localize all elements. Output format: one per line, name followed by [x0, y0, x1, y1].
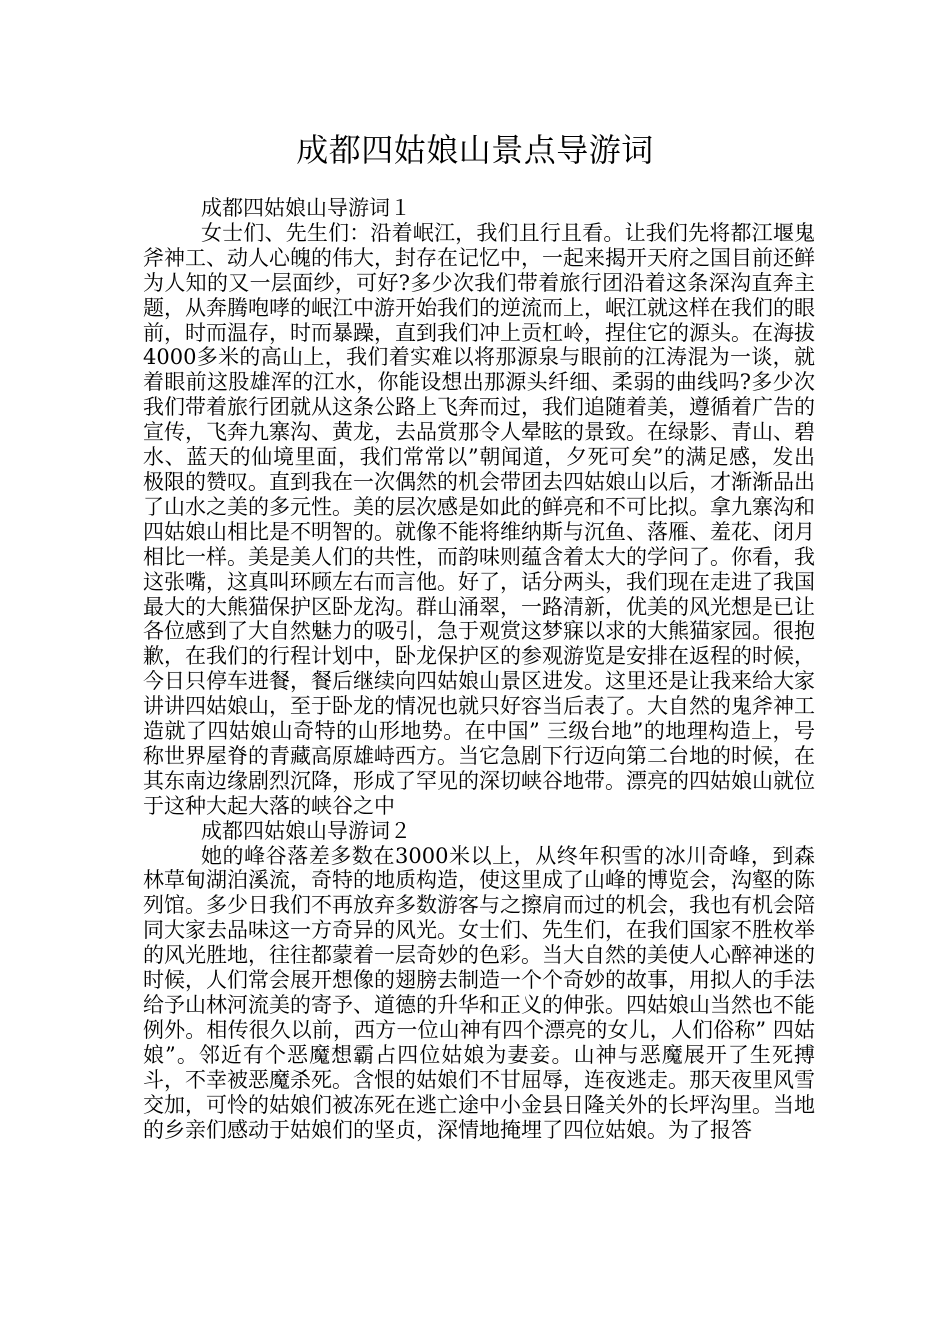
document-title: 成都四姑娘山景点导游词 — [296, 131, 654, 169]
section-heading: 成都四姑娘山导游词２ — [201, 818, 411, 843]
document-body — [143, 196, 815, 1142]
section-paragraph: 女士们、先生们：沿着岷江，我们且行且看。让我们先将都江堰鬼斧神工、动人心魄的伟大，封存在记忆中，一起来揭开天府之国目前还鲜为人知的又一层面纱，可好?多少次我们带着旅行团沿着这条深沟直奔主题，从奔腾咆哮的岷江中游开始我们的逆流而上，岷江就这样在我们的眼前，时而温存，时而暴躁，直到我们冲上贡杠岭，捏住它的源头。在海拔4000多米的高山上，我们着实难以将那源泉与眼前的江涛混为一谈，就着眼前这股雄浑的江水，你能设想出那源头纤细、柔弱的曲线吗?多少次我们带着旅行团就从这条公路上飞奔而过，我们追随着美，遵循着广告的宣传，飞奔九寨沟、黄龙，去品赏那令人晕眩的景致。在绿影、青山、碧水、蓝天的仙境里面，我们常常以”朝闻道，夕死可矣”的满足感，发出极限的赞叹。直到我在一次偶然的机会带团去四姑娘山以后，才渐渐品出了山水之美的多元性。美的层次感是如此的鲜亮和不可比拟。拿九寨沟和四姑娘山相比是不明智的。就像不能将维纳斯与沉鱼、落雁、羞花、闭月相比一样。美是美人们的共性，而韵味则蕴含着太大的学问了。你看，我这张嘴，这真叫环顾左右而言他。好了，话分两头，我们现在走进了我国最大的大熊猫保护区卧龙沟。群山涌翠，一路清新，优美的风光想是已让各位感到了大自然魅力的吸引，急于观赏这梦寐以求的大熊猫家园。很抱歉，在我们的行程计划中，卧龙保护区的参观游览是安排在返程的时候，今日只停车进餐，餐后继续向四姑娘山景区进发。这里还是让我来给大家讲讲四姑娘山，至于卧龙的情况也就只好容当后表了。大自然的鬼斧神工造就了四姑娘山奇特的山形地势。在中国” 三级台地”的地理构造上，号称世界屋脊的青藏高原雄峙西方。当它急剧下行迈向第二台地的时候，在其东南边缘剧烈沉降，形成了罕见的深切峡谷地带。漂亮的四姑娘山就位于这种大起大落的峡谷之中 — [143, 220, 815, 818]
section-heading: 成都四姑娘山导游词１ — [201, 196, 411, 220]
section-paragraph: 她的峰谷落差多数在3000米以上，从终年积雪的冰川奇峰，到森林草甸湖泊溪流，奇特的地质构造，使这里成了山峰的博览会，沟壑的陈列馆。多少日我们不再放弃多数游客与之擦肩而过的机会，我也有机会陪同大家去品味这一方奇异的风光。女士们、先生们，在我们国家不胜枚举的风光胜地，往往都蒙着一层奇妙的色彩。当大自然的美使人心醉神迷的时候，人们常会展开想像的翅膀去制造一个个奇妙的故事，用拟人的手法给予山林河流美的寄予、道德的升华和正义的伸张。四姑娘山当然也不能例外。相传很久以前，西方一位山神有四个漂亮的女儿，人们俗称” 四姑娘”。邻近有个恶魔想霸占四位姑娘为妻妾。山神与恶魔展开了生死搏斗，不幸被恶魔杀死。含恨的姑娘们不甘屈辱，连夜逃走。那天夜里风雪交加，可怜的姑娘们被冻死在逃亡途中小金县日隆关外的长坪沟里。当地的乡亲们感动于姑娘们的坚贞，深情地掩埋了四位姑娘。为了报答 — [143, 843, 815, 1142]
